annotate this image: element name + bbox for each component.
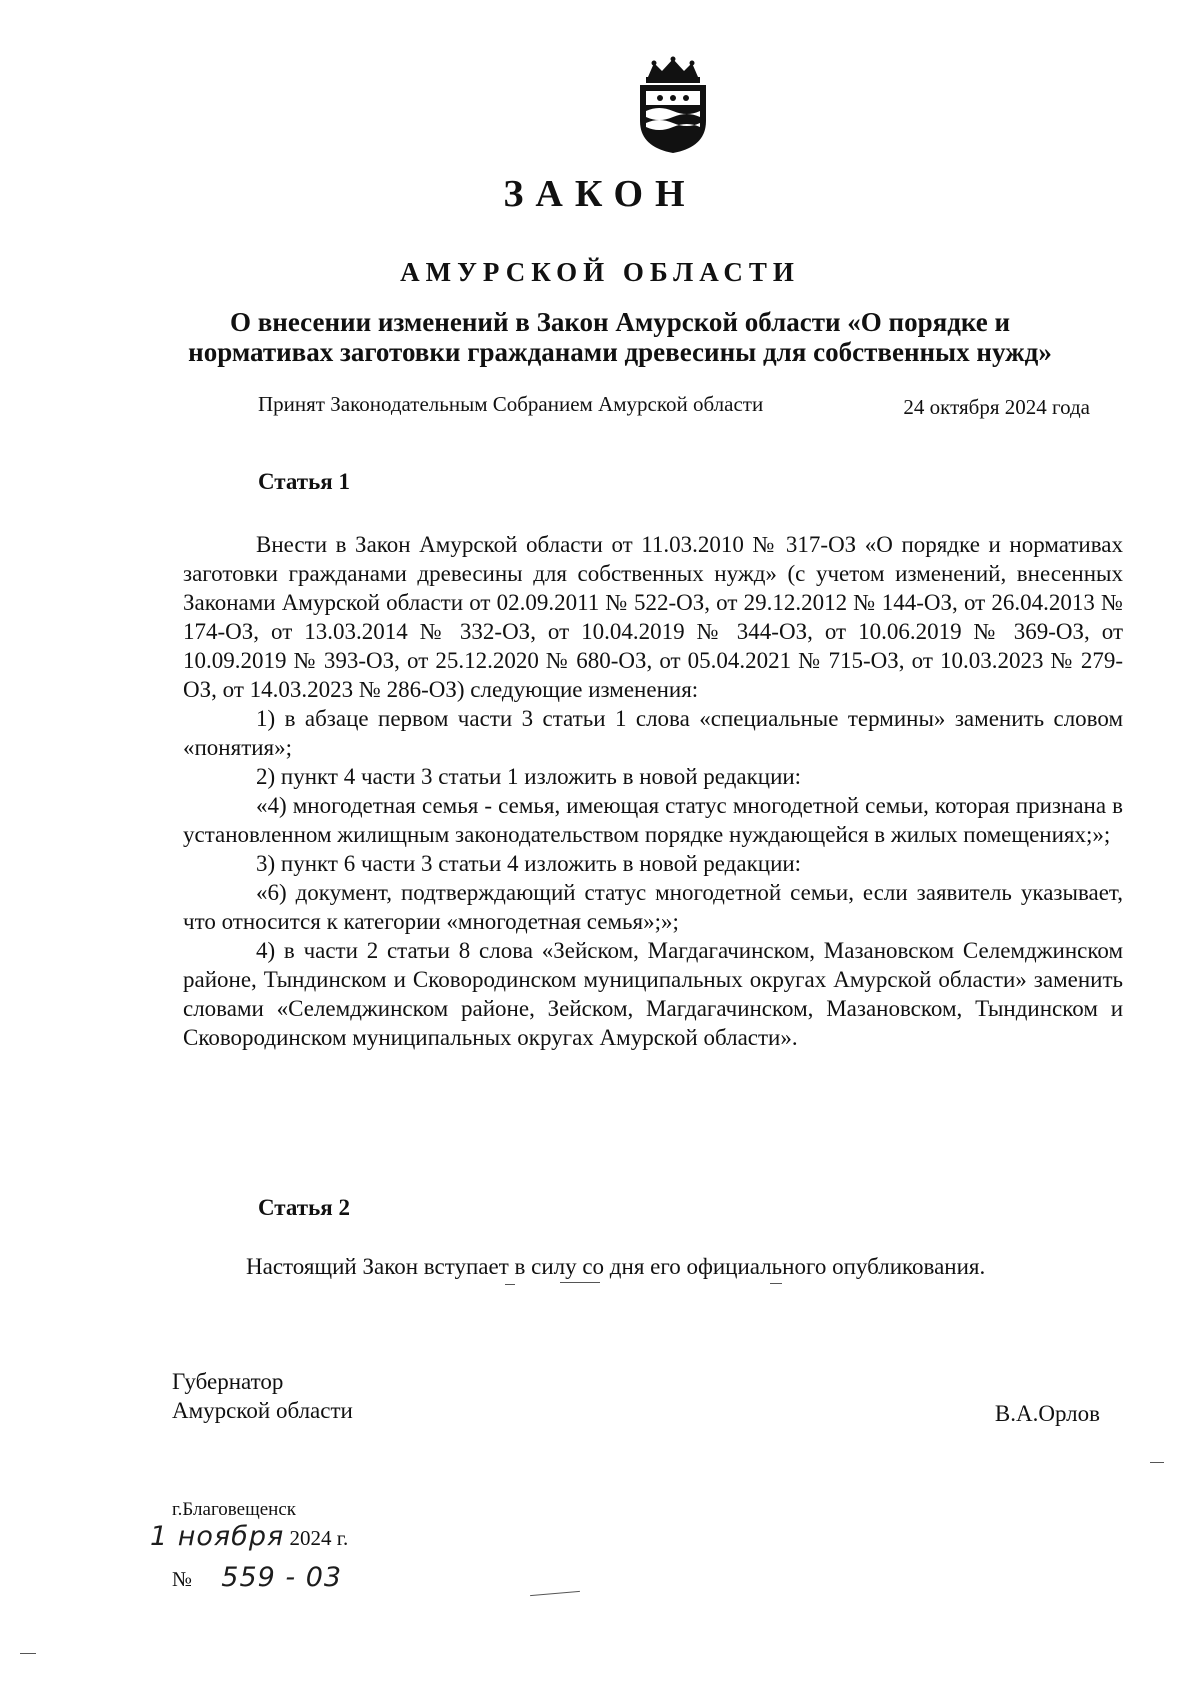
article-paragraph: 4) в части 2 статьи 8 слова «Зейском, Магдагачинском, Мазановском Селемджинском районе, Тындинском и Сковородинском муниципальных округах Амурской области» заменить словами «Селемджинском районе, Зейском, Магдагачинском, Мазановском, Тындинском и Сковородинском муниципальных округах Амурской области». [183, 938, 1123, 1050]
scan-speck [505, 1284, 515, 1285]
document-title: ЗАКОН [503, 173, 697, 215]
article-2-title: Статья 2 [258, 1195, 350, 1220]
signatory-position: Амурской области [172, 1398, 353, 1423]
law-name-line: О внесении изменений в Закон Амурской области «О порядке и [229, 307, 1011, 337]
adopted-by: Принят Законодательным Собранием Амурской области [258, 392, 764, 416]
signatory-position: Губернатор [172, 1369, 284, 1394]
article-1-body [183, 530, 1123, 1052]
scan-speck [530, 1591, 580, 1596]
article-paragraph: 3) пункт 6 части 3 статьи 4 изложить в новой редакции: [256, 851, 802, 876]
article-paragraph: «4) многодетная семья - семья, имеющая статус многодетной семьи, которая признана в установленном жилищным законодательством порядке нуждающейся в жилых помещениях;»; [183, 793, 1123, 847]
amur-region-coat-of-arms-icon [632, 55, 714, 155]
article-paragraph: «6) документ, подтверждающий статус многодетной семьи, если заявитель указывает, что относится к категории «многодетная семья»;»; [183, 880, 1123, 934]
scan-speck [560, 1282, 600, 1283]
article-2-body: Настоящий Закон вступает в силу со дня его официального опубликования. [246, 1254, 986, 1279]
article-paragraph: Внести в Закон Амурской области от 11.03.2010 № 317-ОЗ «О порядке и нормативах заготовки гражданами древесины для собственных нужд» (с учетом изменений, внесенных Законами Амурской области от 02.09.2011 № 522-ОЗ, от 29.12.2012 № 144-ОЗ, от 26.04.2013 № 174-ОЗ, от 13.03.2014 № 332-ОЗ, от 10.04.2019 № 344-ОЗ, от 10.06.2019 № 369-ОЗ, от 10.09.2019 № 393-ОЗ, от 25.12.2020 № 680-ОЗ, от 05.04.2021 № 715-ОЗ, от 10.03.2023 № 279-ОЗ, от 14.03.2023 № 286-ОЗ) следующие изменения: [183, 532, 1123, 702]
scan-speck [1150, 1462, 1164, 1463]
law-number [172, 1562, 342, 1595]
handwritten-number: 559 - 03 [221, 1562, 343, 1593]
handwritten-date: 1 ноября [150, 1521, 285, 1552]
adopted-date: 24 октября 2024 года [903, 395, 1090, 419]
scan-speck [770, 1283, 782, 1284]
law-name [160, 307, 1080, 367]
signing-date [150, 1522, 348, 1553]
article-paragraph: 1) в абзаце первом части 3 статьи 1 слова «специальные термины» заменить словом «понятия»; [183, 706, 1123, 760]
signatory-name: В.А.Орлов [994, 1401, 1100, 1426]
article-1-title: Статья 1 [258, 469, 350, 494]
article-paragraph: 2) пункт 4 части 3 статьи 1 изложить в новой редакции: [256, 764, 802, 789]
scan-speck [20, 1653, 36, 1654]
signing-place: г.Благовещенск [172, 1499, 296, 1520]
law-name-line: нормативах заготовки гражданами древесины для собственных нужд» [188, 337, 1052, 367]
document-subtitle: АМУРСКОЙ ОБЛАСТИ [400, 257, 800, 287]
number-label: № [172, 1567, 193, 1591]
signing-year: 2024 г. [289, 1526, 349, 1550]
